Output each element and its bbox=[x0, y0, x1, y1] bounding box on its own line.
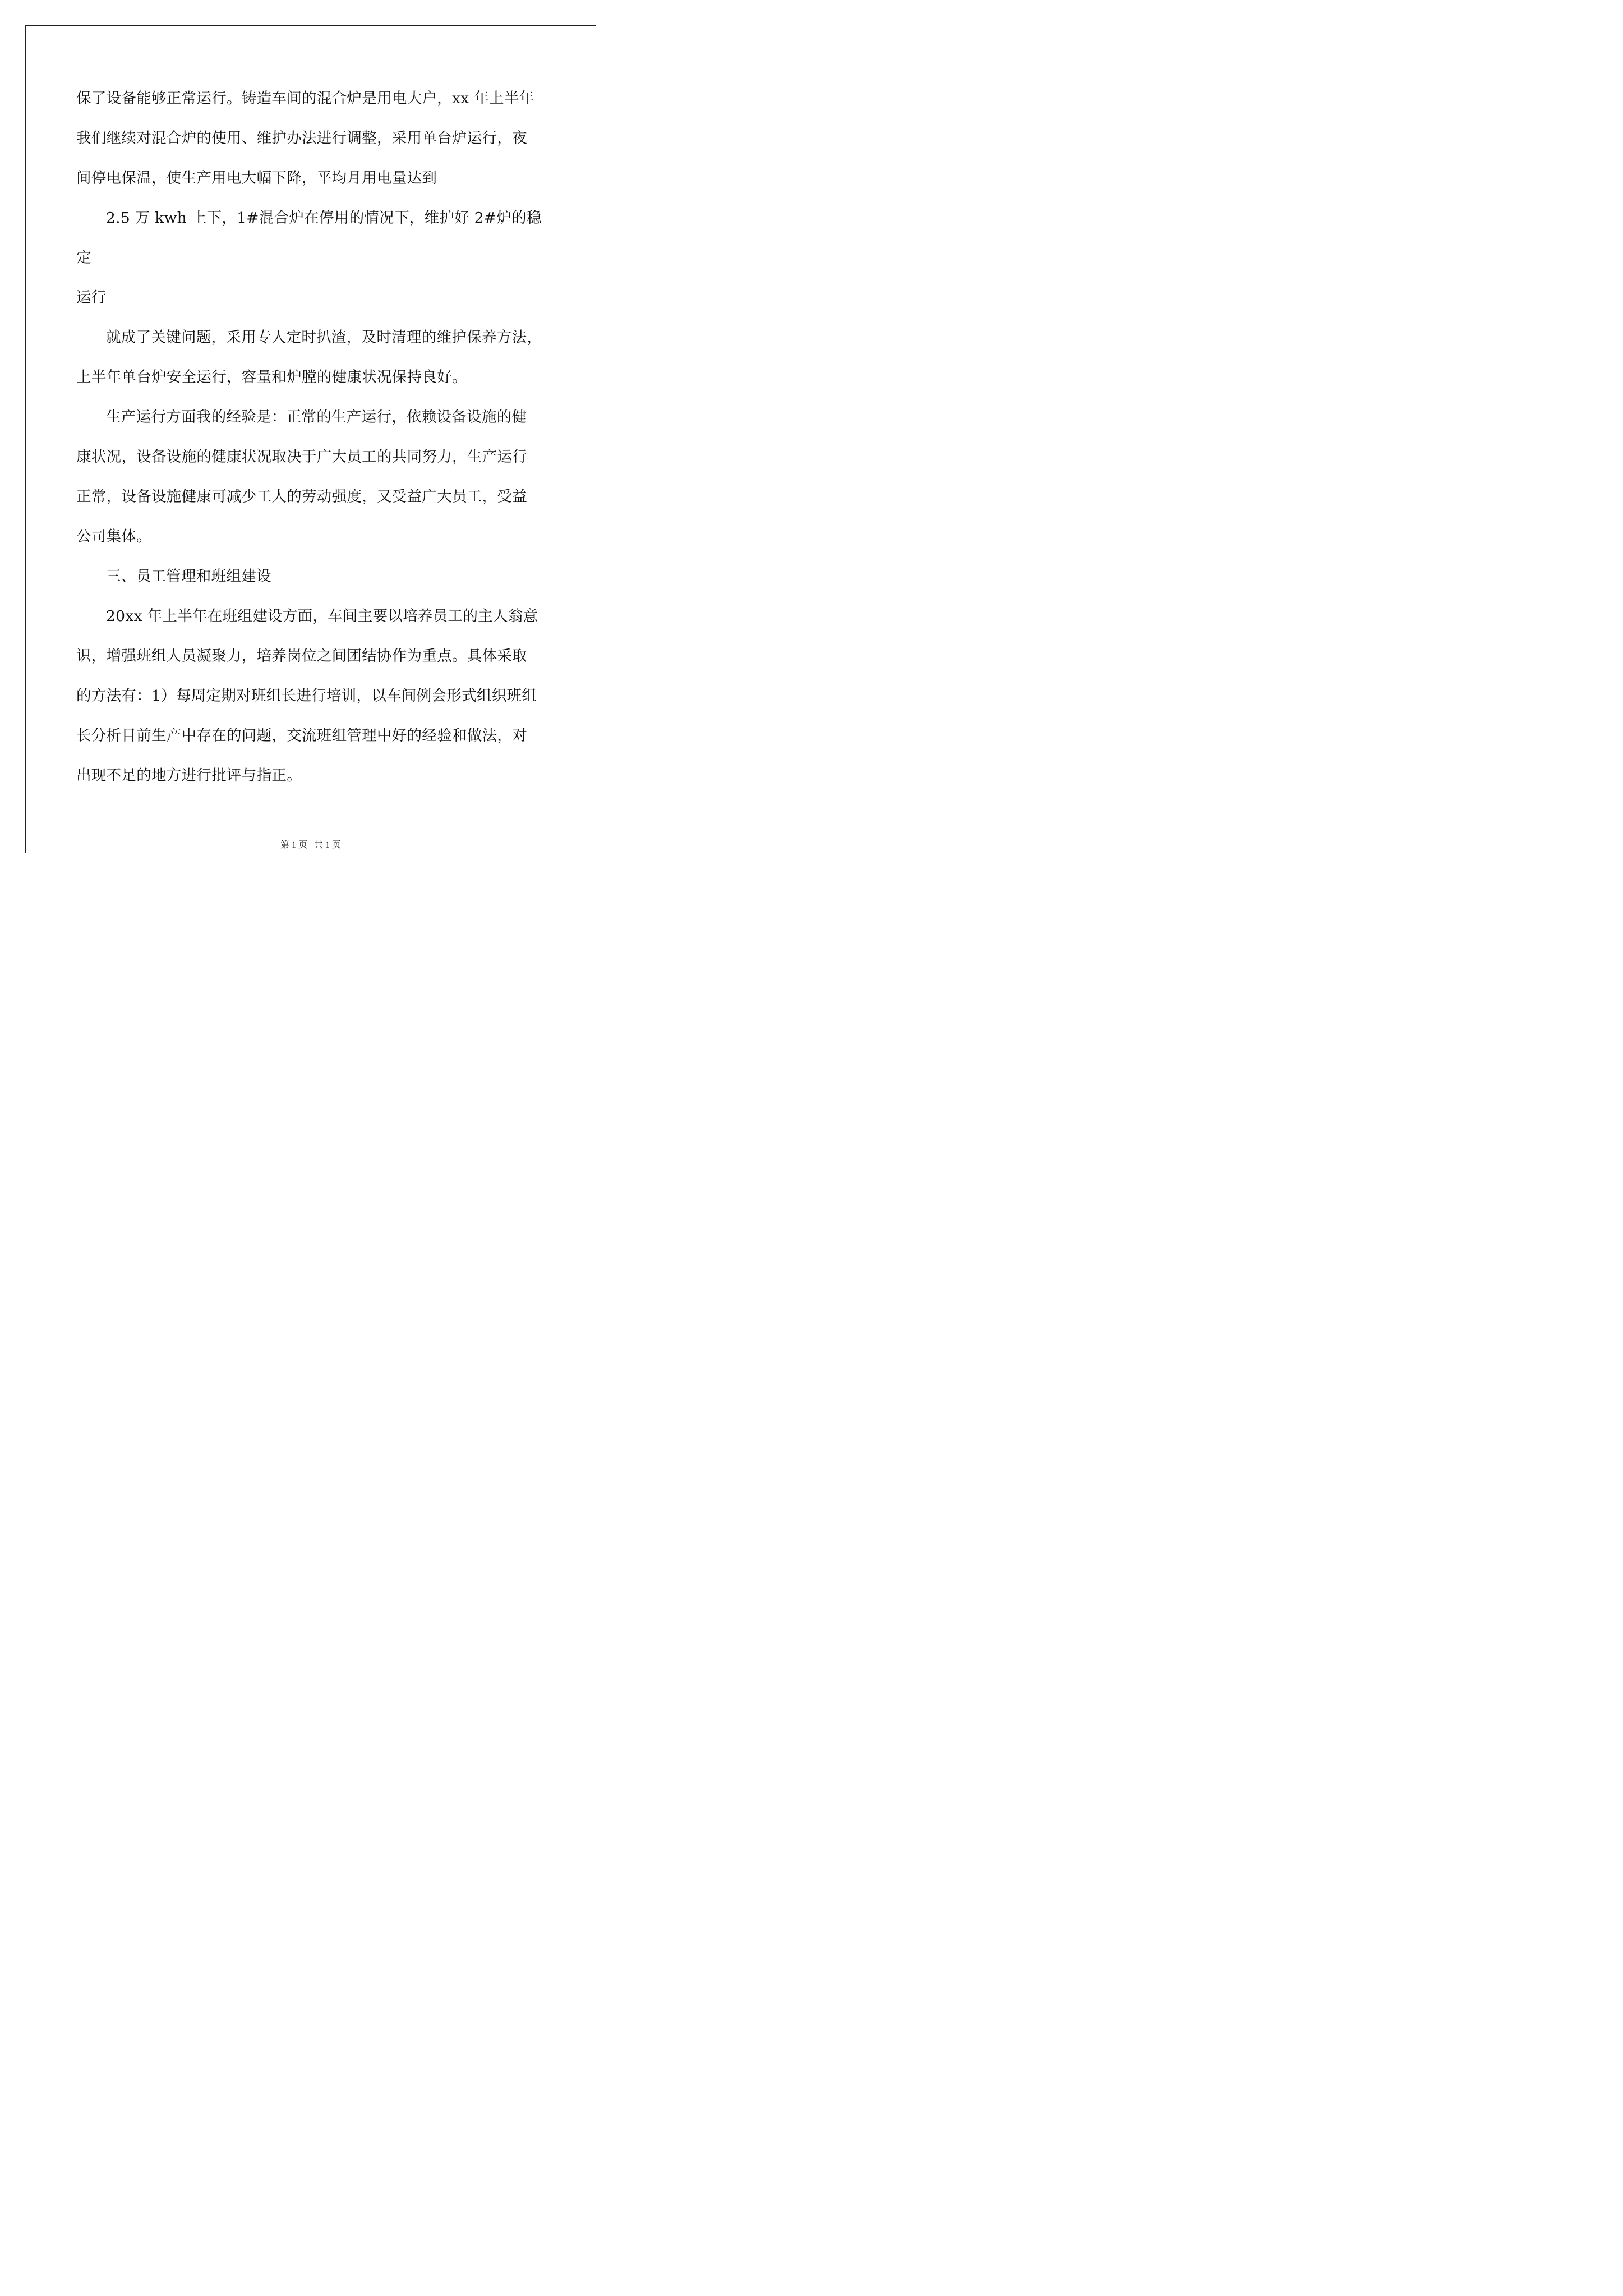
text-line: 的方法有：1）每周定期对班组长进行培训，以车间例会形式组织班组 bbox=[76, 687, 537, 705]
text-line: 20xx 年上半年在班组建设方面，车间主要以培养员工的主人翁意 bbox=[106, 608, 538, 625]
text-line: 生产运行方面我的经验是：正常的生产运行，依赖设备设施的健 bbox=[106, 408, 527, 426]
text-line: 康状况，设备设施的健康状况取决于广大员工的共同努力，生产运行 bbox=[76, 448, 527, 466]
paragraph bbox=[76, 397, 546, 556]
text-line: 公司集体。 bbox=[76, 528, 151, 545]
paragraph bbox=[76, 79, 546, 198]
page-footer bbox=[0, 838, 621, 850]
page-number: 第 1 页 bbox=[280, 840, 307, 850]
page-total: 共 1 页 bbox=[314, 840, 342, 850]
text-line: 保了设备能够正常运行。铸造车间的混合炉是用电大户，xx 年上半年 bbox=[76, 90, 534, 107]
text-line: 2.5 万 kwh 上下，1#混合炉在停用的情况下，维护好 2#炉的稳定 bbox=[76, 209, 542, 266]
paragraph bbox=[76, 318, 546, 397]
text-line: 三、员工管理和班组建设 bbox=[106, 568, 271, 585]
text-line: 上半年单台炉安全运行，容量和炉膛的健康状况保持良好。 bbox=[76, 369, 467, 386]
paragraph bbox=[76, 556, 546, 596]
text-line: 正常，设备设施健康可减少工人的劳动强度，又受益广大员工，受益 bbox=[76, 488, 527, 505]
text-line: 间停电保温，使生产用电大幅下降，平均月用电量达到 bbox=[76, 169, 437, 187]
text-line: 运行 bbox=[76, 289, 107, 306]
text-line: 出现不足的地方进行批评与指正。 bbox=[76, 767, 302, 784]
text-line: 长分析目前生产中存在的问题，交流班组管理中好的经验和做法，对 bbox=[76, 727, 527, 744]
text-line: 就成了关键问题，采用专人定时扒渣，及时清理的维护保养方法， bbox=[106, 329, 542, 346]
document-body bbox=[76, 79, 546, 795]
paragraph bbox=[76, 596, 546, 795]
paragraph bbox=[76, 198, 546, 318]
text-line: 我们继续对混合炉的使用、维护办法进行调整，采用单台炉运行，夜 bbox=[76, 130, 527, 147]
text-line: 识，增强班组人员凝聚力，培养岗位之间团结协作为重点。具体采取 bbox=[76, 647, 527, 665]
